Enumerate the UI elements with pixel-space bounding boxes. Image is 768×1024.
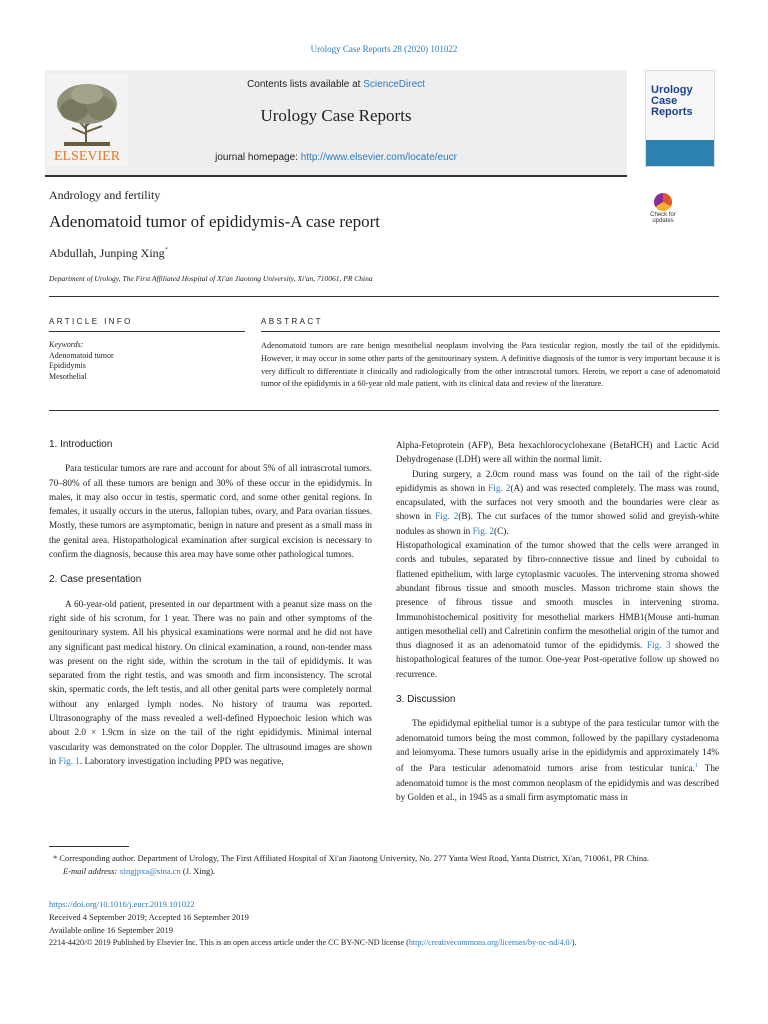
abstract-heading: ABSTRACT: [261, 317, 323, 326]
introduction-heading: 1. Introduction: [49, 439, 113, 450]
keywords-block: [49, 340, 239, 382]
journal-reference[interactable]: Urology Case Reports 28 (2020) 101022: [310, 44, 458, 54]
abstract-divider-top: [261, 331, 720, 332]
journal-cover[interactable]: [645, 70, 715, 167]
discussion-heading: 3. Discussion: [396, 694, 456, 706]
figure-2-link[interactable]: Fig. 2: [488, 482, 511, 493]
homepage-link[interactable]: http://www.elsevier.com/locate/eucr: [300, 152, 457, 163]
corresponding-author-footnote: * Corresponding author. Department of Urology, The First Affiliated Hospital of Xi'an Jiaotong University, No. 277 Yanta West Road, Yanta District, Xi'an, 710061, PR China. E-mail address: xingjpxa@sina.cn (J. Xing).: [49, 852, 721, 877]
author-list: Abdullah, Junping Xing*: [49, 246, 169, 260]
check-for-updates-label: Check for updates: [650, 212, 676, 224]
author-email-link[interactable]: xingjpxa@sina.cn: [119, 865, 181, 876]
reference-1-link[interactable]: 1: [694, 763, 698, 770]
discussion-paragraph: The epididymal epithelial tumor is a subtype of the para testicular tumor with the adenomatoid tumors being the most common, followed by the papillary cystadenoma and leiomyoma. These tumors usually arise in the epididymis and approximately 14% of the Para testicular adenomatoid tumors arise from testicular tunica.$^1$ The adenomatoid tumor is the most common neoplasm of the epididymis and was described by Golden et al., in 1945 as a small firm asymptomatic mass in: [396, 718, 719, 802]
lab-paragraph: Alpha-Fetoprotein (AFP), Beta hexachlorocyclohexane (BetaHCH) and Lactic Acid Dehydrogenase (LDH) were all within the normal limit.: [396, 440, 719, 465]
abstract-text: Adenomatoid tumors are rare benign mesothelial neoplasm involving the Para testicular region, mostly the tail of the epididymis. However, it may occur in some other parts of the genitourinary system. A definitive diagnosis of the tumor is very important because it is very difficult to differentiate it clinically and radiologically from the other intrascrotal tumors. Herein, we report a case of adenomatoid tumor of the epididymis in a 60-year old male patient, with its clinical data and review of the literature.: [261, 341, 720, 389]
introduction-paragraph: Para testicular tumors are rare and account for about 5% of all intrascrotal tumors. 70–80% of all these tumors are benign and 30% of these occur in the epididymis. In males, it may also occur in testis, spermatic cord, and some other genital regions. In females, it usually occurs in the uterus, fallopian tubes, ovary, and Para ovarian tissues. Mostly, these tumors are asymptomatic, benign in nature and present as a small mass in the genital area. Histopathological examination after surgical excision is necessary to confirm the diagnosis, because this area may have some other pathological tumors.: [49, 463, 372, 560]
cover-title: Urology Case Reports: [651, 84, 693, 118]
cover-band: [646, 140, 714, 166]
contents-line: Contents lists available at ScienceDirect: [247, 79, 425, 90]
abstract-divider-bottom: [49, 410, 719, 411]
figure-3-link[interactable]: Fig. 3: [646, 640, 671, 651]
keyword-item: Adenomatoid tumor: [49, 350, 114, 360]
publisher-name: ELSEVIER: [53, 149, 121, 164]
check-for-updates-icon: [654, 193, 672, 211]
received-date: Received 4 September 2019; Accepted 16 September 2019: [49, 912, 249, 922]
check-for-updates-badge[interactable]: [646, 193, 680, 229]
article-section: Andrology and fertility: [49, 188, 161, 202]
journal-name: Urology Case Reports: [260, 106, 412, 125]
corresponding-author-mark[interactable]: *: [164, 246, 169, 254]
online-date: Available online 16 September 2019: [49, 925, 174, 935]
sciencedirect-link[interactable]: ScienceDirect: [363, 79, 425, 90]
footnote-divider: [49, 846, 129, 847]
body-column-left: [49, 438, 372, 768]
figure-1-link[interactable]: Fig. 1: [58, 755, 80, 766]
info-divider: [49, 331, 245, 332]
case-paragraph: A 60-year-old patient, presented in our department with a peanut size mass on the right side of his scrotum, for 1 year. There was no pain and other symptoms of the genitourinary system. All his physical examinations were normal and he did not have any significant past medical history. On clinical examination, a round, non-tender mass was present on the right side, within the scrotum in the tail of epididymis. It was separated from the right testis, and was smooth and firm inconsistency. The scrotal skin, spermatic cords, the left testis, and all other genital parts were completely normal without any enlarged lymph nodes. No history of trauma was reported. Ultrasonography of the mass revealed a well-defined Hypoechoic lesion which was about 2.0 × 1.9cm in size on the tail of the right epididymis. Minimal internal vascularity was demonstrated on the color Doppler. The ultrasound images are shown in Fig. 1. Laboratory investigation including PPD was negative,: [49, 598, 372, 766]
keyword-item: Epididymis: [49, 361, 86, 370]
figure-2-link[interactable]: Fig. 2: [435, 511, 459, 522]
case-presentation-heading: 2. Case presentation: [49, 574, 142, 586]
keyword-item: Mesothelial: [49, 371, 87, 381]
homepage-line: journal homepage: http://www.elsevier.com/locate/eucr: [215, 152, 457, 163]
body-column-right: [396, 438, 719, 804]
header-divider: [49, 296, 719, 297]
affiliation: Department of Urology, The First Affiliated Hospital of Xi'an Jiaotong University, Xi'an, 710061, PR China: [49, 274, 373, 283]
surgery-paragraph: During surgery, a 2.0cm round mass was found on the tail of the right-side epididymis as shown in Fig. 2(A) and was resected completely. The mass was round, encapsulated, with the surfaces not very smooth and the boundaries were clear as shown in Fig. 2(B). The cut surfaces of the tumor showed solid and greyish-white nodules as shown in Fig. 2(C).: [396, 468, 720, 536]
histopathology-paragraph: Histopathological examination of the tumor showed that the cells were arranged in cords and tubules, separated by fibro-connective tissue and lined by cuboidal to flattened epithelium, with large cytoplasmic vacuoles. The intervening stroma showed abundant fibrous tissue and smooth muscles. Masson trichrome stain shows the presence of fibrous tissue and smooth muscles in intervening stroma. Immunohistochemical positivity for mesothelial markers HMB1(Mouse anti-human antigen mesothelial cell) and Calretinin confirm the mesothelial origin of the tumor and thus diagnosed it as an adenomatoid tumor of the epididymis. Fig. 3 showed the histopathological features of the tumor. One-year Post-operative follow up showed no recurrence.: [396, 540, 720, 679]
keywords-label: Keywords:: [49, 340, 84, 349]
license-link[interactable]: http://creativecommons.org/licenses/by-nc-nd/4.0/: [408, 938, 572, 947]
email-line: E-mail address: xingjpxa@sina.cn (J. Xing).: [63, 865, 216, 876]
license-line: 2214-4420/© 2019 Published by Elsevier Inc. This is an open access article under the CC BY-NC-ND license (http://creativecommons.org/licenses/by-nc-nd/4.0/).: [49, 938, 577, 947]
doi-link[interactable]: https://doi.org/10.1016/j.eucr.2019.101022: [49, 899, 195, 909]
figure-2-link[interactable]: Fig. 2: [472, 525, 495, 536]
article-info-heading: ARTICLE INFO: [49, 317, 133, 326]
article-title: Adenomatoid tumor of epididymis-A case report: [49, 212, 380, 231]
